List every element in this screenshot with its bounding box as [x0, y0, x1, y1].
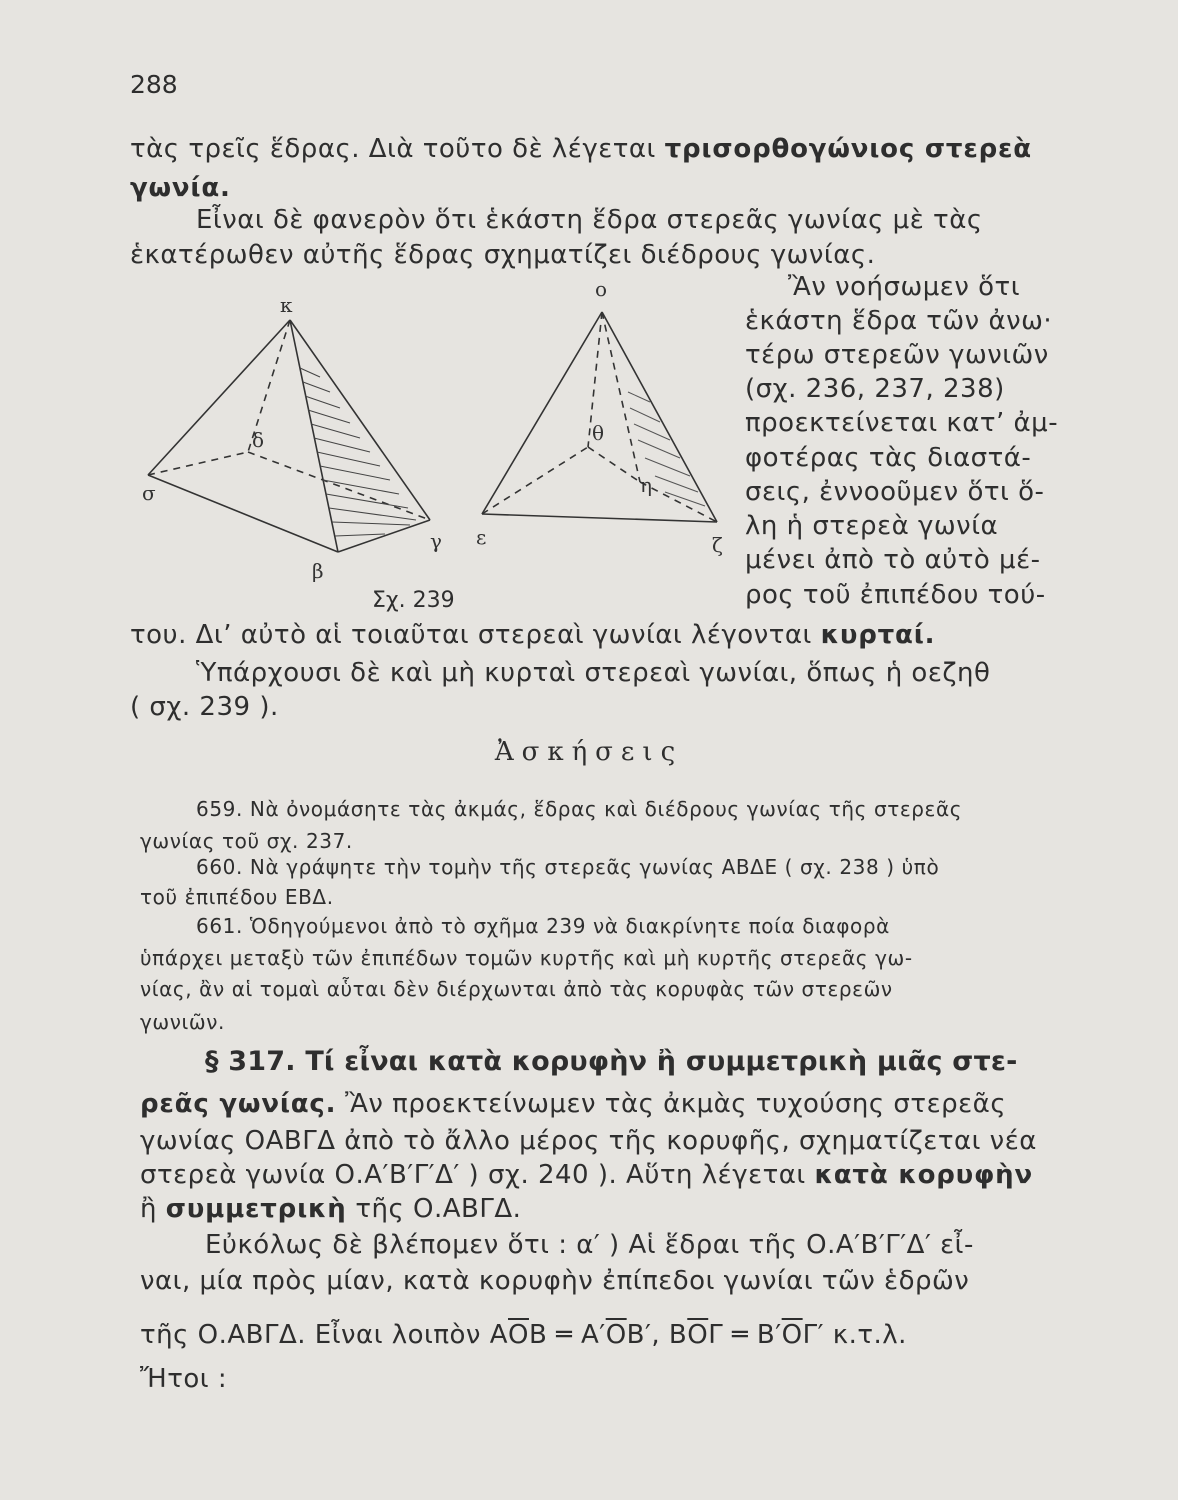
pyramid-nonconvex	[482, 312, 717, 522]
paragraph-4-line-2: ( σχ. 239 ).	[130, 692, 279, 722]
edge-o-epsilon	[482, 312, 605, 514]
paragraph-2-line-2: ἑκατέρωθεν αὐτῆς ἕδρας σχηματίζει διέδρους γωνίας.	[130, 240, 876, 270]
wrapped-line: φοτέρας τὰς διαστά-	[745, 443, 1032, 473]
paragraph-1-line-1	[130, 132, 1032, 166]
exercises-heading: Ἀσκήσεις	[494, 737, 684, 767]
wrapped-line: ἑκάστη ἕδρα τῶν ἀνω·	[745, 306, 1053, 336]
paragraph-5-line-1: Εὐκόλως δὲ βλέπομεν ὅτι : α′ ) Αἱ ἕδραι τῆς Ο.Α′Β′Γ′Δ′ εἶ-	[205, 1230, 974, 1260]
wrapped-line: Ἂν νοήσωμεν ὅτι	[788, 272, 1021, 302]
term-kyrtai: κυρταί.	[820, 620, 936, 650]
wrapped-line: τέρω στερεῶν γωνιῶν	[745, 340, 1049, 370]
label-theta: θ	[592, 421, 605, 445]
exercise-line: 660. Νὰ γράψητε τὴν τομὴν τῆς στερεᾶς γωνίας ΑΒΔΕ ( σχ. 238 ) ὑπὸ	[196, 855, 940, 879]
equation-text: Γ′ κ.τ.λ.	[802, 1320, 907, 1350]
paragraph-1-line-2: γωνία.	[130, 173, 231, 203]
equation-text: Γ ═ Β′	[708, 1320, 782, 1350]
section-317-line-2	[140, 1087, 1006, 1121]
equation-text: Β ═ Α′	[528, 1320, 606, 1350]
exercise-line: 661. Ὁδηγούμενοι ἀπὸ τὸ σχῆμα 239 νὰ διακρίνητε ποία διαφορὰ	[196, 914, 890, 938]
paragraph-1-text: τὰς τρεῖς ἕδρας. Διὰ τοῦτο δὲ λέγεται	[130, 134, 665, 164]
section-317-line-3: γωνίας ΟΑΒΓΔ ἀπὸ τὸ ἄλλο μέρος τῆς κορυφῆς, σχηματίζεται νέα	[140, 1126, 1037, 1156]
section-317-text: στερεὰ γωνία Ο.Α′Β′Γ′Δ′ ) σχ. 240 ). Αὕτη λέγεται	[140, 1160, 815, 1190]
label-zeta: ζ	[712, 533, 723, 557]
pyramid-convex	[148, 320, 430, 552]
label-omicron: ο	[595, 282, 608, 301]
edge-theta-eta-hidden	[588, 447, 640, 482]
section-317-line-5	[140, 1192, 521, 1226]
term-kata-koryfin: κατὰ κορυφὴν	[814, 1160, 1034, 1190]
edge-o-zeta	[602, 312, 717, 522]
exercise-line: γωνιῶν.	[140, 1010, 226, 1034]
edge-sigma-beta	[148, 475, 338, 552]
edge-epsilon-theta-hidden	[482, 447, 588, 514]
wrapped-line: μένει ἀπὸ τὸ αὐτὸ μέ-	[745, 545, 1041, 575]
exercise-line: νίας, ἂν αἱ τομαὶ αὗται δὲν διέρχωνται ἀπὸ τὰς κορυφὰς τῶν στερεῶν	[140, 977, 893, 1001]
exercise-line: γωνίας τοῦ σχ. 237.	[140, 829, 353, 853]
equation-text: Β′, Β	[626, 1320, 688, 1350]
edge-epsilon-zeta	[482, 514, 717, 522]
wrapped-line: λη ἡ στερεὰ γωνία	[745, 511, 999, 541]
edge-o-eta-hidden	[602, 312, 640, 482]
exercise-line: 659. Νὰ ὀνομάσητε τὰς ἀκμάς, ἕδρας καὶ διέδρους γωνίας τῆς στερεᾶς	[196, 797, 963, 821]
label-eta: η	[640, 473, 652, 497]
label-sigma: σ	[142, 481, 156, 505]
paragraph-5-line-4: Ἤτοι :	[140, 1364, 228, 1394]
paragraph-5-line-2: ναι, μία πρὸς μίαν, κατὰ κορυφὴν ἐπίπεδοι γωνίαι τῶν ἑδρῶν	[140, 1266, 970, 1296]
paragraph-4-line-1: Ὑπάρχουσι δὲ καὶ μὴ κυρταὶ στερεαὶ γωνίαι, ὅπως ἡ οεζηθ	[196, 658, 991, 688]
section-317-text: Ἂν προεκτείνωμεν τὰς ἀκμὰς τυχούσης στερεᾶς	[336, 1089, 1007, 1119]
section-317-text: τῆς Ο.ΑΒΓΔ.	[346, 1194, 522, 1224]
exercise-line: ὑπάρχει μεταξὺ τῶν ἐπιπέδων τομῶν κυρτῆς καὶ μὴ κυρτῆς στερεᾶς γω-	[140, 946, 913, 970]
hatch-face-convex	[300, 368, 416, 536]
exercise-line: τοῦ ἐπιπέδου ΕΒΔ.	[140, 885, 334, 909]
section-317-text: ἢ	[140, 1194, 166, 1224]
edge-k-sigma	[148, 320, 290, 475]
angle-arc-vertex: $\overline{O}$	[687, 1320, 709, 1350]
wrapped-line: (σχ. 236, 237, 238)	[745, 374, 1005, 404]
figure-239	[140, 282, 730, 612]
label-epsilon: ε	[476, 525, 487, 549]
section-317-title: § 317. Τί εἶναι κατὰ κορυφὴν ἢ συμμετρικὴ μιᾶς στε-	[205, 1046, 1018, 1077]
paragraph-2-line-1: Εἶναι δὲ φανερὸν ὅτι ἑκάστη ἕδρα στερεᾶς γωνίας μὲ τὰς	[196, 205, 983, 235]
page-number: 288	[130, 70, 178, 99]
label-kappa: κ	[280, 293, 293, 317]
equation-text: τῆς Ο.ΑΒΓΔ. Εἶναι λοιπὸν Α	[140, 1320, 508, 1350]
edge-sigma-delta-hidden	[148, 452, 248, 475]
section-317-line-4	[140, 1158, 1033, 1192]
label-beta: β	[312, 559, 324, 583]
figure-labels	[142, 282, 723, 583]
paragraph-3-text: του. Δι’ αὐτὸ αἱ τοιαῦται στερεαὶ γωνίαι λέγονται	[130, 620, 821, 650]
section-317-title-cont: ρεᾶς γωνίας.	[140, 1089, 337, 1119]
angle-arc-vertex: $\overline{O}$	[508, 1320, 529, 1350]
paragraph-5-line-3	[140, 1318, 907, 1352]
label-gamma: γ	[430, 529, 442, 553]
angle-arc-vertex: $\overline{O}$	[605, 1320, 627, 1350]
wrapped-line: προεκτείνεται κατ’ ἀμ-	[745, 408, 1059, 438]
edge-beta-gamma	[338, 520, 430, 552]
wrapped-line: σεις, ἐννοοῦμεν ὅτι ὅ-	[745, 477, 1045, 507]
angle-arc-vertex: $\overline{O}$	[781, 1320, 803, 1350]
term-symmetriki: συμμετρικὴ	[165, 1194, 347, 1224]
label-delta: δ	[252, 428, 265, 452]
wrapped-line: ρος τοῦ ἐπιπέδου τού-	[745, 580, 1046, 610]
figure-caption: Σχ. 239	[372, 588, 455, 613]
paragraph-3-last-line	[130, 618, 935, 652]
term-trisorthogonios: τρισορθογώνιος στερεὰ	[664, 134, 1032, 164]
